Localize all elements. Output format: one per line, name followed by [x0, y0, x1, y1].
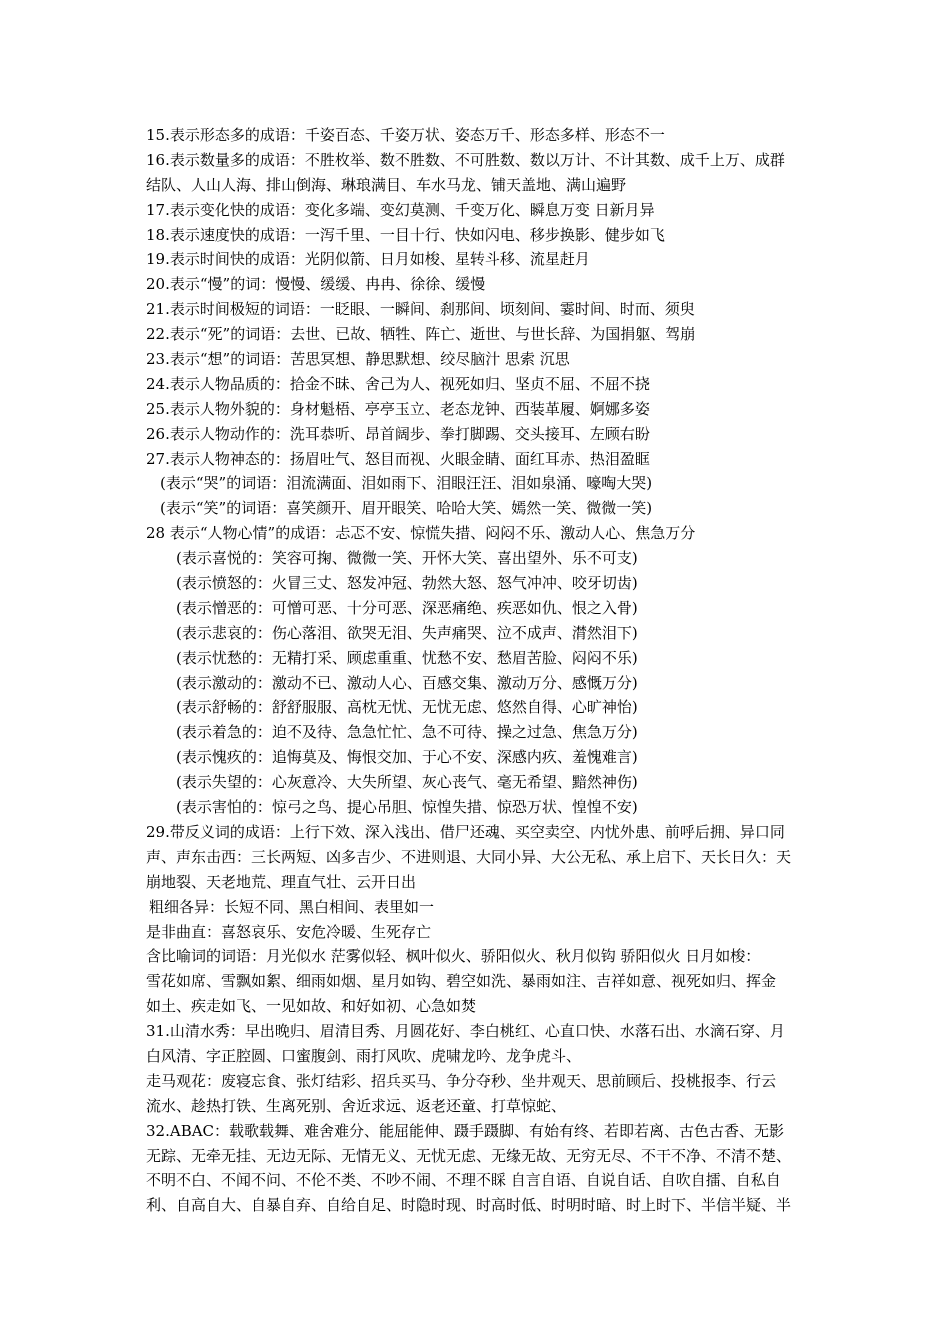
text-line: (表示愤怒的：火冒三丈、怒发冲冠、勃然大怒、怒气冲冲、咬牙切齿)	[176, 574, 638, 593]
text-line: 无踪、无牵无挂、无边无际、无情无义、无忧无虑、无缘无故、无穷无尽、不干不净、不清不楚、	[146, 1146, 792, 1165]
text-line: 32.ABAC：载歌载舞、难舍难分、能屈能伸、蹑手蹑脚、有始有终、若即若离、古色古香、无影	[146, 1121, 785, 1140]
text-line: 崩地裂、天老地荒、理直气壮、云开日出	[146, 872, 417, 891]
text-line: 15.表示形态多的成语：千姿百态、千姿万状、姿态万千、形态多样、形态不一	[146, 126, 665, 144]
text-line: (表示喜悦的：笑容可掬、微微一笑、开怀大笑、喜出望外、乐不可支)	[176, 549, 638, 568]
text-line: 声、声东击西：三长两短、凶多吉少、不进则退、大同小异、大公无私、承上启下、天长日久：天	[146, 847, 792, 866]
text-line: (表示“笑”的词语：喜笑颜开、眉开眼笑、哈哈大笑、嫣然一笑、微微一笑)	[160, 499, 653, 518]
text-line: (表示忧愁的：无精打采、顾虑重重、忧愁不安、愁眉苦脸、闷闷不乐)	[176, 648, 638, 667]
text-line: (表示激动的：激动不已、激动人心、百感交集、激动万分、感慨万分)	[176, 673, 638, 692]
text-line: 29.带反义词的成语：上行下效、深入浅出、借尸还魂、买空卖空、内忧外患、前呼后拥、异口同	[146, 822, 785, 841]
text-line: 利、自高自大、自暴自弃、自给自足、时隐时现、时高时低、时明时暗、时上时下、半信半疑、半	[146, 1196, 792, 1215]
text-line: 16.表示数量多的成语：不胜枚举、数不胜数、不可胜数、数以万计、不计其数、成千上万、成群	[146, 150, 785, 169]
text-line: 19.表示时间快的成语：光阴似箭、日月如梭、星转斗移、流星赶月	[146, 250, 590, 269]
text-line: 21.表示时间极短的词语：一眨眼、一瞬间、刹那间、顷刻间、霎时间、时而、须臾	[146, 300, 695, 319]
text-line: (表示害怕的：惊弓之鸟、提心吊胆、惊惶失措、惊恐万状、惶惶不安)	[176, 798, 638, 817]
text-line: 白风清、字正腔圆、口蜜腹剑、雨打风吹、虎啸龙吟、龙争虎斗、	[146, 1046, 582, 1065]
text-line: 28 表示“人物心情”的成语：忐忑不安、惊慌失措、闷闷不乐、激动人心、焦急万分	[146, 524, 696, 543]
text-line: 流水、趁热打铁、生离死别、舍近求远、返老还童、打草惊蛇、	[146, 1096, 567, 1115]
text-line: (表示舒畅的：舒舒服服、高枕无忧、无忧无虑、悠然自得、心旷神怡)	[176, 698, 638, 717]
text-line: 18.表示速度快的成语：一泻千里、一目十行、快如闪电、移步换影、健步如飞	[146, 225, 665, 244]
text-line: 走马观花：废寝忘食、张灯结彩、招兵买马、争分夺秒、坐井观天、思前顾后、投桃报李、行云	[146, 1071, 777, 1090]
text-line: 25.表示人物外貌的：身材魁梧、亭亭玉立、老态龙钟、西装革履、婀娜多姿	[146, 399, 650, 418]
text-line: 如土、疾走如飞、一见如故、和好如初、心急如焚	[146, 997, 477, 1016]
text-line: 不明不白、不闻不问、不伦不类、不吵不闹、不理不睬 自言自语、自说自话、自吹自擂、自私自	[146, 1171, 781, 1190]
text-line: (表示憎恶的：可憎可恶、十分可恶、深恶痛绝、疾恶如仇、恨之入骨)	[176, 598, 638, 617]
text-line: (表示悲哀的：伤心落泪、欲哭无泪、失声痛哭、泣不成声、潸然泪下)	[176, 623, 638, 642]
text-line: 22.表示“死”的词语：去世、已故、牺牲、阵亡、逝世、与世长辞、为国捐躯、驾崩	[146, 325, 696, 344]
document-page	[146, 123, 810, 1218]
text-line: 雪花如席、雪飘如絮、细雨如烟、星月如钩、碧空如洗、暴雨如注、吉祥如意、视死如归、挥金	[146, 972, 777, 991]
text-line: 26.表示人物动作的：洗耳恭听、昂首阔步、拳打脚踢、交头接耳、左顾右盼	[146, 424, 650, 443]
text-line: 27.表示人物神态的：扬眉吐气、怒目而视、火眼金睛、面红耳赤、热泪盈眶	[146, 449, 650, 468]
text-line: 17.表示变化快的成语：变化多端、变幻莫测、千变万化、瞬息万变 日新月异	[146, 200, 655, 219]
text-line: (表示“哭”的词语：泪流满面、泪如雨下、泪眼汪汪、泪如泉涌、嚎啕大哭)	[160, 474, 653, 493]
text-line: 31.山清水秀：早出晚归、眉清目秀、月圆花好、李白桃红、心直口快、水落石出、水滴石穿、月	[146, 1022, 785, 1041]
text-line: 结队、人山人海、排山倒海、琳琅满目、车水马龙、铺天盖地、满山遍野	[146, 175, 627, 194]
text-line: (表示着急的：迫不及待、急急忙忙、急不可待、操之过急、焦急万分)	[176, 723, 638, 742]
text-line: 23.表示“想”的词语：苦思冥想、静思默想、绞尽脑汁 思索 沉思	[146, 350, 570, 369]
text-line: 含比喻词的词语：月光似水 茫雾似轻、枫叶似火、骄阳似火、秋月似钩 骄阳似火 日月如梭：	[146, 947, 761, 966]
text-line: 24.表示人物品质的：拾金不昧、舍己为人、视死如归、坚贞不屈、不屈不挠	[146, 374, 650, 393]
text-line: (表示失望的：心灰意冷、大失所望、灰心丧气、毫无希望、黯然神伤)	[176, 773, 638, 792]
text-line: (表示愧疚的：追悔莫及、悔恨交加、于心不安、深感内疚、羞愧难言)	[176, 748, 638, 767]
text-line: 是非曲直：喜怒哀乐、安危冷暖、生死存亡	[146, 922, 432, 941]
text-line: 粗细各异：长短不同、黑白相间、表里如一	[149, 897, 435, 916]
text-line: 20.表示“慢”的词：慢慢、缓缓、冉冉、徐徐、缓慢	[146, 275, 486, 294]
